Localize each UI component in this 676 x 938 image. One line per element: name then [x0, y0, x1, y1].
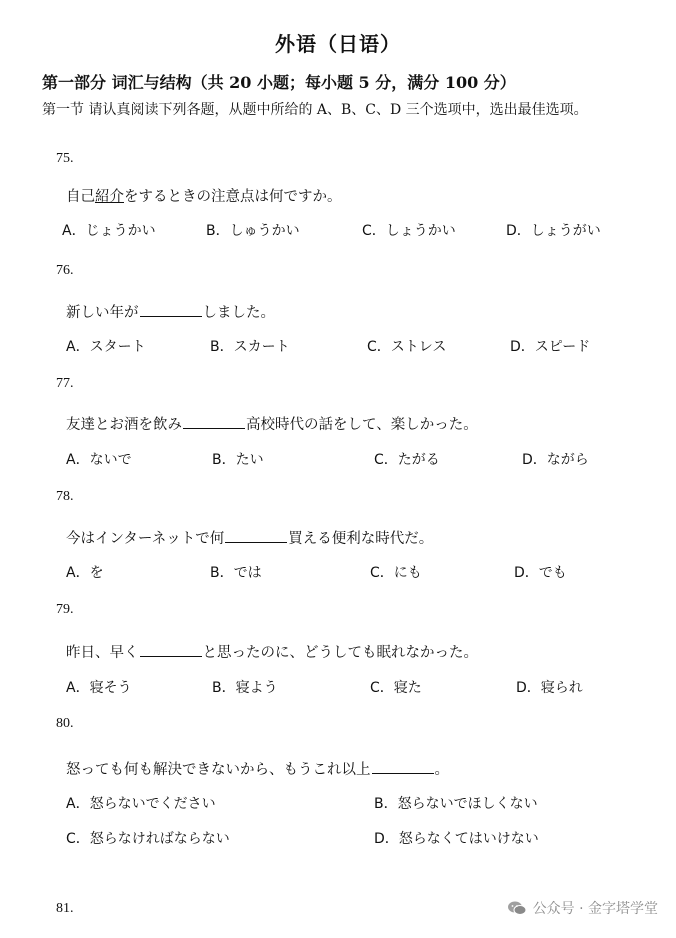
option-b[interactable]: B．しゅうかい: [206, 223, 300, 239]
question-number: 78.: [56, 489, 74, 504]
stem-text: 自己: [66, 189, 95, 205]
stem-text: 今はインターネットで何: [66, 531, 225, 547]
option-d[interactable]: D．怒らなくてはいけない: [374, 831, 539, 847]
option-c[interactable]: C．怒らなければならない: [66, 831, 230, 847]
option-c[interactable]: C．寝た: [370, 680, 422, 696]
stem-text: 新しい年が: [66, 305, 139, 321]
stem-text: と思ったのに、どうしても眠れなかった。: [202, 645, 478, 661]
option-d[interactable]: D．でも: [514, 565, 567, 581]
stem-text: 高校時代の話をして、楽しかった。: [246, 417, 478, 433]
question-stem: [66, 758, 449, 779]
answer-blank: [225, 530, 287, 543]
option-b[interactable]: B．たい: [212, 452, 264, 468]
watermark: [507, 898, 658, 918]
question-number: 80.: [56, 716, 74, 731]
stem-text: 買える便利な時代だ。: [288, 531, 434, 547]
answer-blank: [372, 761, 434, 774]
option-d[interactable]: D．寝られ: [516, 680, 583, 696]
option-b[interactable]: B．では: [210, 565, 262, 581]
instruction-text: 第一节 请认真阅读下列各题，从题中所给的 A、B、C、D 三个选项中，选出最佳选项。: [42, 102, 588, 118]
underlined-word: 紹介: [95, 189, 124, 205]
answer-blank: [183, 416, 245, 429]
wechat-icon: [507, 900, 527, 916]
option-a[interactable]: A．スタート: [66, 339, 146, 355]
question-stem: [66, 301, 275, 322]
page-title: 外语（日语）: [275, 32, 401, 56]
question-stem: [66, 527, 433, 548]
section-header: 第一部分 词汇与结构（共 20 小题；每小题 5 分，满分 100 分）: [42, 73, 516, 92]
watermark-text: 公众号 · 金字塔学堂: [532, 901, 658, 917]
question-number: 77.: [56, 376, 74, 391]
answer-blank: [140, 644, 202, 657]
question-number: 75.: [56, 151, 74, 166]
question-number: 76.: [56, 263, 74, 278]
stem-text: 怒っても何も解決できないから、もうこれ以上: [66, 762, 371, 778]
option-b[interactable]: B．寝よう: [212, 680, 278, 696]
option-d[interactable]: D．ながら: [522, 452, 589, 468]
option-a[interactable]: A．を: [66, 565, 104, 581]
option-a[interactable]: A．寝そう: [66, 680, 132, 696]
option-a[interactable]: A．怒らないでください: [66, 796, 216, 812]
stem-text: 友達とお酒を飲み: [66, 417, 182, 433]
question-stem: [66, 185, 342, 206]
question-number: 79.: [56, 602, 74, 617]
option-c[interactable]: C．にも: [370, 565, 422, 581]
option-c[interactable]: C．ストレス: [367, 339, 447, 355]
option-b[interactable]: B．怒らないでほしくない: [374, 796, 538, 812]
option-a[interactable]: A．じょうかい: [62, 223, 156, 239]
question-stem: [66, 413, 478, 434]
stem-text: 。: [434, 762, 449, 778]
answer-blank: [140, 304, 202, 317]
question-number: 81.: [56, 901, 74, 916]
option-c[interactable]: C．しょうかい: [362, 223, 456, 239]
option-c[interactable]: C．たがる: [374, 452, 440, 468]
option-d[interactable]: D．スピード: [510, 339, 591, 355]
stem-text: をするときの注意点は何ですか。: [124, 189, 342, 205]
option-d[interactable]: D．しょうがい: [506, 223, 601, 239]
stem-text: しました。: [202, 305, 275, 321]
stem-text: 昨日、早く: [66, 645, 139, 661]
option-a[interactable]: A．ないで: [66, 452, 132, 468]
question-stem: [66, 641, 478, 662]
option-b[interactable]: B．スカート: [210, 339, 290, 355]
